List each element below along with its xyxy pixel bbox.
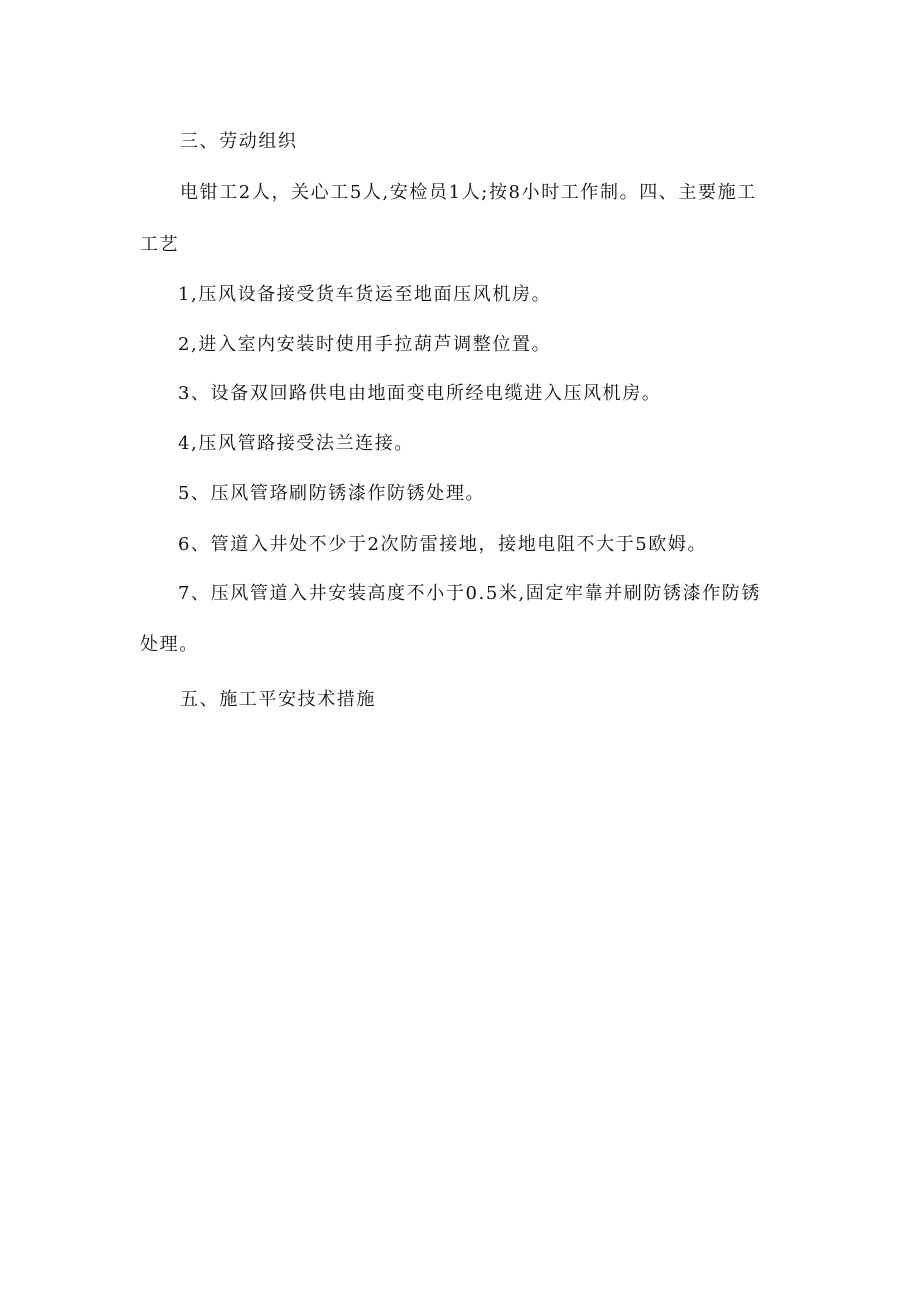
process-step-7: 7、压风管道入井安装高度不小于0.5米,固定牢靠并刷防锈漆作防锈 [178,583,761,604]
labor-organization-text: 电钳工2人，关心工5人,安检员1人;按8小时工作制。四、主要施工 [180,182,757,203]
process-step-6: 6、管道入井处不少于2次防雷接地，接地电阻不大于5欧姆。 [178,534,708,555]
process-step-3: 3、设备双回路供电由地面变电所经电缆进入压风机房。 [178,383,662,404]
section-heading-labor-organization: 三、劳动组织 [180,131,298,152]
process-step-5: 5、压风管珞刷防锈漆作防锈处理。 [178,483,486,504]
process-step-4: 4,压风管路接受法兰连接。 [178,433,414,454]
process-step-7-continuation: 处理。 [140,634,199,655]
process-step-1: 1,压风设备接受货车货运至地面压风机房。 [178,284,552,305]
process-step-2: 2,进入室内安装时使用手拉葫芦调整位置。 [178,334,552,355]
section-heading-safety-measures: 五、施工平安技术措施 [180,689,376,710]
section-heading-main-process-continuation: 工艺 [140,234,180,255]
